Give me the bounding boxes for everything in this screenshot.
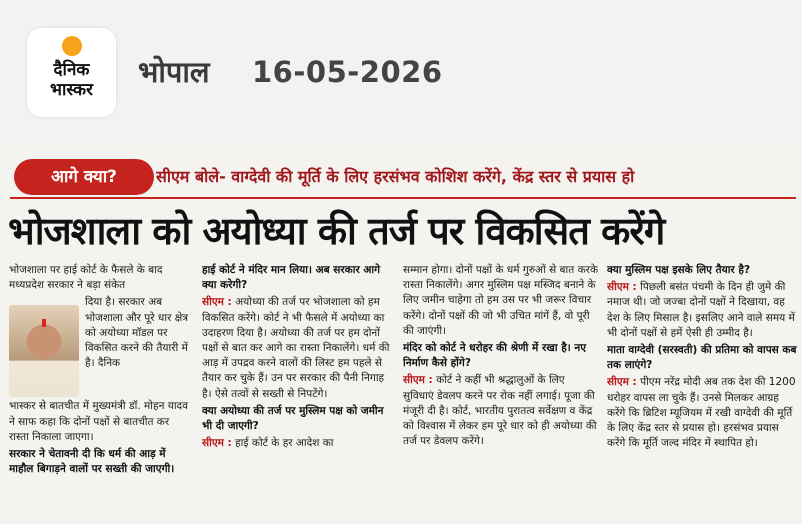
column-3 (403, 263, 598, 523)
question-3: मंदिर को कोर्ट ने धरोहर की श्रेणी में रखा है। नए निर्माण कैसे होंगे? (403, 342, 587, 370)
column-1 (9, 263, 191, 523)
tilak-mark (42, 319, 46, 327)
answer-label: सीएम : (607, 376, 637, 389)
kicker-subheadline: सीएम बोले- वाग्देवी की मूर्ति के लिए हरसंभव कोशिश करेंगे, केंद्र स्तर से प्रयास हो (156, 167, 635, 186)
cm-photo (9, 305, 79, 397)
question-1: हाई कोर्ट ने मंदिर मान लिया। अब सरकार आगे क्या करेगी? (202, 264, 381, 292)
newspaper-clipping[interactable] (0, 140, 802, 524)
logo-text-line1: दैनिक (53, 60, 90, 80)
answer-2 (202, 436, 397, 451)
sun-icon (62, 36, 82, 56)
question-4: क्या मुस्लिम पक्ष इसके लिए तैयार है? (607, 264, 751, 276)
answer-3 (403, 373, 598, 449)
intro-wrap-text: दिया है। सरकार अब भोजशाला और पूरे धार क्षेत्र को अयोध्या मॉडल पर विकसित करने की तैयारी में है। दैनिक (85, 296, 189, 370)
answer-text: अयोध्या की तर्ज पर भोजशाला को हम विकसित करेंगे। कोर्ट ने भी फैसले में अयोध्या का उदाहरण दिया है। अयोध्या की तर्ज पर हम दोनों पक्षों से बात कर आगे का रास्ता निकालेंगे। धर्म की आड़ में उपद्रव करने वालों की लिस्ट हम पहले से तैयार कर चुके हैं। उन पर सरकार की पैनी निगाह है। ऐसे तत्वों से सख्ती से निपटेंगे। (202, 296, 390, 400)
main-headline: भोजशाला को अयोध्या की तर्ज पर विकसित करेंगे (8, 209, 665, 253)
answer-text: हाई कोर्ट के हर आदेश का (235, 437, 334, 450)
logo-text-line2: भास्कर (50, 80, 93, 100)
edition-date: 16-05-2026 (252, 55, 443, 89)
column-4 (607, 263, 797, 523)
answer-label: सीएम : (607, 281, 637, 294)
kicker-badge: आगे क्या? (14, 159, 154, 195)
answer-text: पिछली बसंत पंचमी के दिन ही जुमे की नमाज थी। जो जज्बा दोनों पक्षों ने दिखाया, वह देश के लिए मिसाल है। इसलिए आने वाले समय में भी दोनों पक्षों से हमें ऐसी ही उम्मीद है। (607, 281, 795, 339)
answer-label: सीएम : (202, 296, 232, 309)
answer-1 (202, 295, 397, 401)
question-2: क्या अयोध्या की तर्ज पर मुस्लिम पक्ष को जमीन भी दी जाएगी? (202, 404, 384, 433)
edition-city: भोपाल (138, 55, 210, 89)
answer-text: पीएम नरेंद्र मोदी अब तक देश की 1200 धरोहर वापस ला चुके हैं। उनसे मिलकर आग्रह करेंगे कि ब्रिटिश म्यूजियम में रखी वाग्देवी की मूर्ति के लिए केंद्र स्तर से प्रयास हो। हरसंभव प्रयास करेंगे कि मूर्ति जल्द मंदिर में स्थापित हो। (607, 376, 796, 450)
question-5: माता वाग्देवी (सरस्वती) की प्रतिमा को वापस कब तक लाएंगे? (607, 344, 797, 372)
answer-text: कोर्ट ने कहीं भी श्रद्धालुओं के लिए सुविधाएं डेवलप करने पर रोक नहीं लगाई। पूजा की मंजूरी दी है। कोर्ट, भारतीय पुरातत्व सर्वेक्षण व केंद्र को विश्वास में लेकर हम पूरे धार को ही अयोध्या की तर्ज पर डेवलप करेंगे। (403, 374, 597, 448)
column-2 (202, 263, 397, 523)
app-header (0, 0, 802, 140)
answer-label: सीएम : (403, 374, 433, 387)
intro-paragraph: भोजशाला पर हाई कोर्ट के फैसले के बाद मध्यप्रदेश सरकार ने बड़ा संकेत (9, 264, 163, 292)
answer-label: सीएम : (202, 437, 232, 450)
dainik-bhaskar-logo[interactable] (27, 28, 116, 117)
article-columns (9, 263, 797, 523)
answer-2-continued: सम्मान होगा। दोनों पक्षों के धर्म गुरुओं से बात करके रास्ता निकालेंगे। अगर मुस्लिम पक्ष मस्जिद बनाने के लिए जमीन चाहेगा तो हम उस पर भी जरूर विचार करेंगे। दोनों पक्षों की जो भी उचित मांगें हैं, वो पूरी की जाएंगी। (403, 264, 598, 337)
answer-4 (607, 280, 797, 341)
body-paragraph: भास्कर से बातचीत में मुख्यमंत्री डॉ. मोहन यादव ने साफ कहा कि दोनों पक्षों से बातचीत कर रास्ता निकाला जाएगा। (9, 400, 188, 443)
warning-paragraph: सरकार ने चेतावनी दी कि धर्म की आड़ में माहौल बिगाड़ने वालों पर सख्ती की जाएगी। (9, 448, 175, 476)
answer-5 (607, 375, 797, 451)
